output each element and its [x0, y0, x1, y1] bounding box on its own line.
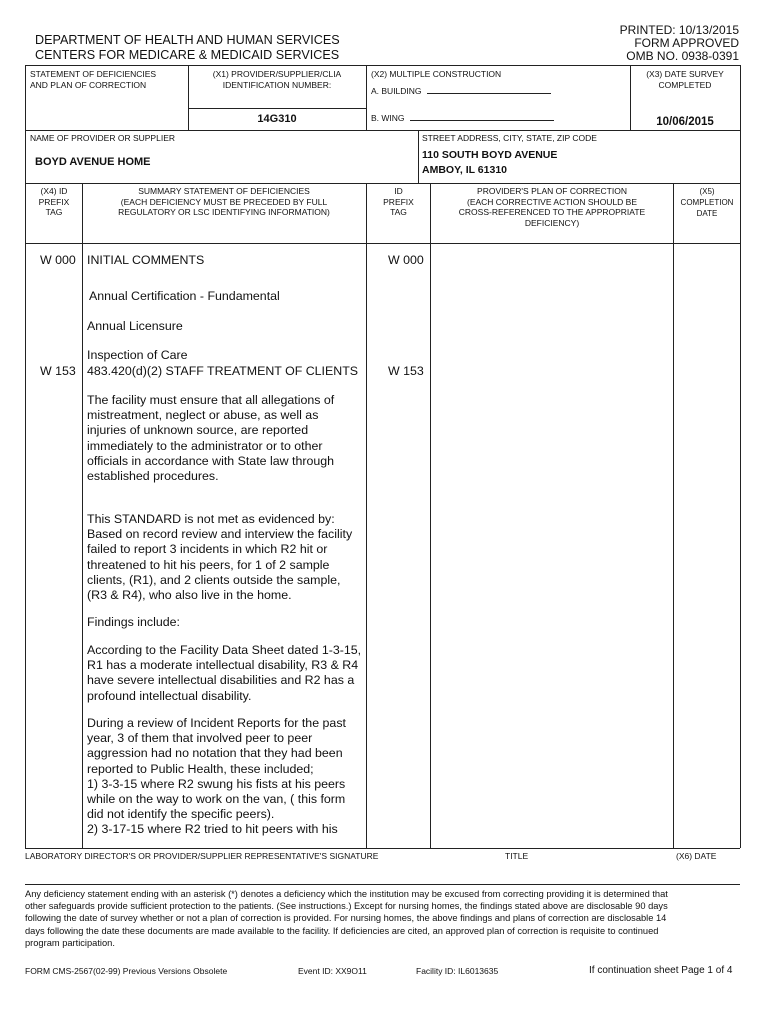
provider-id-value: 14G310: [257, 113, 297, 125]
staff-treatment-heading: 483.420(d)(2) STAFF TREATMENT OF CLIENTS: [87, 364, 359, 378]
x5-completion-date-header: (X5) COMPLETION DATE: [680, 187, 734, 218]
form-approved-label: FORM APPROVED: [634, 36, 739, 51]
tag-w000-right: W 000: [388, 253, 424, 267]
page-continuation: If continuation sheet Page 1 of 4: [589, 965, 733, 976]
id-prefix-tag-header: ID PREFIX TAG: [383, 186, 414, 217]
event-id: Event ID: XX9O11: [298, 966, 367, 976]
paragraph-standard-not-met: This STANDARD is not met as evidenced by: Based on record review and interview the facility failed to report 3 incidents in which R2 hit or threatened to hit his peers, for 1 of 2 sample clients, (R1), and 2 clients outside the sample, (R3 & R4), who also live in the home.: [87, 512, 353, 603]
facility-id: Facility ID: IL6013635: [416, 966, 499, 976]
statement-of-deficiencies-label: STATEMENT OF DEFICIENCIES AND PLAN OF CORRECTION: [30, 69, 157, 90]
building-underline: [427, 85, 551, 94]
department-heading: [35, 33, 415, 63]
paragraph-inspection-of-care: Inspection of Care: [87, 348, 188, 362]
signature-label: LABORATORY DIRECTOR'S OR PROVIDER/SUPPLIER REPRESENTATIVE'S SIGNATURE: [25, 851, 379, 861]
paragraph-findings-include: Findings include:: [87, 615, 180, 629]
disclaimer-text: Any deficiency statement ending with an asterisk (*) denotes a deficiency which the institution may be excused from correcting providing it is determined that other safeguards provide sufficient protection to the patients. (See instructions.) Except for nursing homes, the findings stated above are disclosable 90 days following the date of survey whether or not a plan of correction is provided. For nursing homes, the above findings and plans of correction are disclosable 14 days following the date these documents are made available to the facility. If deficiencies are cited, an approved plan of correction is requisite to continued program participation.: [25, 889, 668, 948]
initial-comments-heading: INITIAL COMMENTS: [87, 253, 205, 267]
paragraph-facility-data-sheet: According to the Facility Data Sheet dated 1-3-15, R1 has a moderate intellectual disability, R3 & R4 have severe intellectual disabilities and R2 has a profound intellectual disability.: [87, 643, 362, 703]
tag-w153-right: W 153: [388, 364, 424, 378]
tag-w153: W 153: [40, 364, 76, 378]
form-identifier: FORM CMS-2567(02-99) Previous Versions Obsolete: [25, 966, 228, 976]
provider-name-label: NAME OF PROVIDER OR SUPPLIER: [30, 133, 175, 143]
form-meta: [519, 24, 739, 64]
tag-w000: W 000: [40, 253, 76, 267]
paragraph-annual-certification: Annual Certification - Fundamental: [89, 289, 280, 303]
survey-date-value: 10/06/2015: [656, 116, 714, 128]
x2-multiple-construction-label: (X2) MULTIPLE CONSTRUCTION: [371, 69, 502, 79]
title-label: TITLE: [505, 851, 529, 861]
x6-date-label: (X6) DATE: [676, 851, 717, 861]
provider-address: [422, 148, 557, 178]
provider-name: BOYD AVENUE HOME: [35, 156, 151, 168]
paragraph-regulation-text: The facility must ensure that all allegations of mistreatment, neglect or abuse, as well as injuries of unknown source, are reported immediately to the administrator or to other officials in accordance with State law through established procedures.: [87, 393, 335, 484]
paragraph-annual-licensure: Annual Licensure: [87, 319, 183, 333]
address-line-2: AMBOY, IL 61310: [422, 164, 508, 176]
building-field: [371, 85, 551, 97]
summary-statement-header: SUMMARY STATEMENT OF DEFICIENCIES (EACH DEFICIENCY MUST BE PRECEDED BY FULL REGULATORY OR LSC IDENTIFYING INFORMATION): [118, 186, 330, 217]
department-line-1: DEPARTMENT OF HEALTH AND HUMAN SERVICES: [35, 33, 340, 47]
wing-field: [371, 112, 554, 124]
wing-underline: [410, 112, 554, 121]
x3-date-survey-label: (X3) DATE SURVEY COMPLETED: [646, 69, 724, 90]
paragraph-incident-reports: During a review of Incident Reports for the past year, 3 of them that involved peer to peer aggression had no notation that they had been reported to Public Health, these included; 1) 3-3-15 where R2 swung his fists at his peers while on the way to work on the van, ( this form did not identify the specific peers). 2) 3-17-15 where R2 tried to hit peers with his: [87, 716, 346, 837]
plan-of-correction-header: PROVIDER'S PLAN OF CORRECTION (EACH CORRECTIVE ACTION SHOULD BE CROSS-REFERENCED TO THE APPROPRIATE DEFICIENCY): [458, 186, 646, 228]
omb-number: OMB NO. 0938-0391: [626, 49, 739, 64]
wing-label: B. WING: [371, 113, 405, 123]
building-label: A. BUILDING: [371, 86, 422, 96]
printed-date: PRINTED: 10/13/2015: [619, 23, 739, 37]
address-line-1: 110 SOUTH BOYD AVENUE: [422, 149, 558, 161]
department-line-2: CENTERS FOR MEDICARE & MEDICAID SERVICES: [35, 48, 340, 62]
address-label: STREET ADDRESS, CITY, STATE, ZIP CODE: [422, 133, 597, 143]
x1-provider-id-label: (X1) PROVIDER/SUPPLIER/CLIA IDENTIFICATION NUMBER:: [212, 69, 342, 90]
x4-prefix-tag-header: (X4) ID PREFIX TAG: [38, 186, 70, 217]
